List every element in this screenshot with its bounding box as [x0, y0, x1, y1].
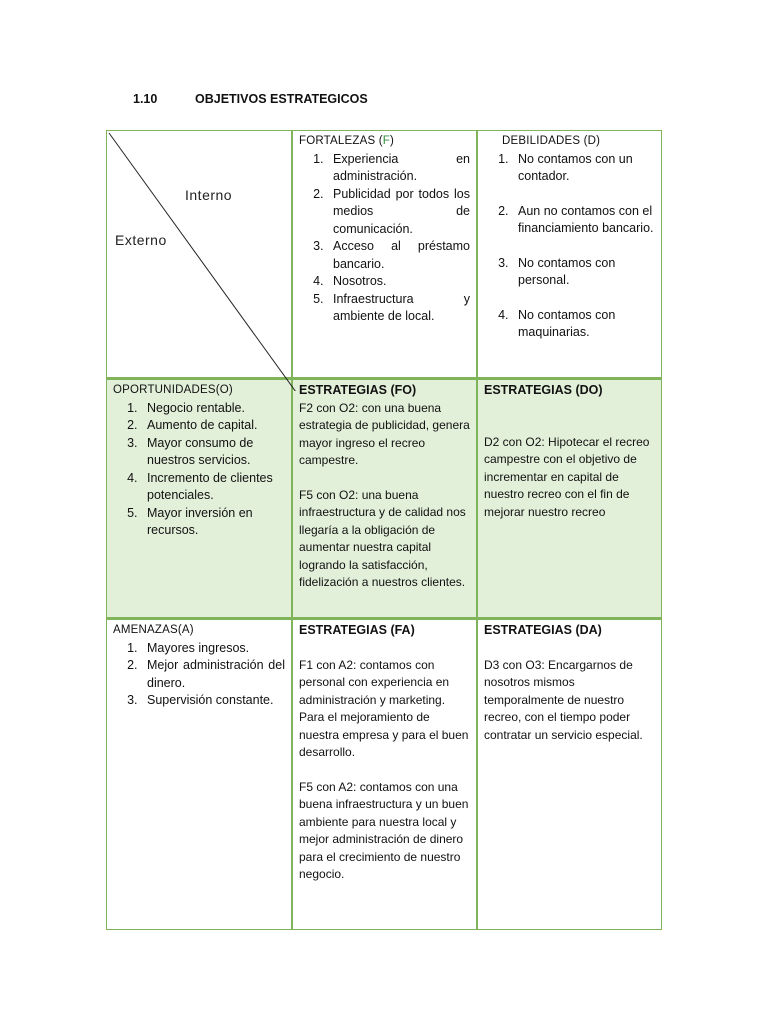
corner-diagonal [107, 131, 307, 391]
debilidades-title: DEBILIDADES (D) [502, 135, 601, 147]
list-item: 1. No contamos con un contador. [512, 151, 655, 186]
list-item: 5. Mayor inversión en recursos. [141, 505, 285, 540]
oportunidades-title: OPORTUNIDADES(O) [113, 384, 233, 396]
estrategias-do-title: ESTRATEGIAS (DO) [484, 383, 603, 397]
list-item: 1. Negocio rentable. [141, 400, 285, 418]
estrategias-fa-cell [293, 620, 476, 930]
list-item: 3. Supervisión constante. [141, 692, 285, 710]
estrategias-do-text-1: D2 con O2: Hipotecar el recreo campestre con el objetivo de incrementar en capital de nuestro recreo con el fin de mejorar nuestro recreo [484, 434, 650, 519]
interno-label: Interno [185, 187, 233, 203]
list-item: 3. Mayor consumo de nuestros servicios. [141, 435, 285, 470]
list-item: 3. No contamos con personal. [512, 255, 655, 290]
externo-label: Externo [115, 232, 167, 248]
estrategias-fa-title: ESTRATEGIAS (FA) [299, 623, 415, 637]
list-item: 4. No contamos con maquinarias. [512, 307, 655, 342]
list-item: 4. Nosotros. [327, 273, 470, 291]
list-item: 2. Aumento de capital. [141, 417, 285, 435]
estrategias-fo-text-1: F2 con O2: con una buena estrategia de publicidad, genera mayor ingreso el recreo campestre. [299, 400, 470, 467]
estrategias-fo-cell [293, 380, 476, 617]
estrategias-da-text-1: D3 con O3: Encargarnos de nosotros mismos temporalmente de nuestro recreo, con el tiempo poder contratar un servicio especial. [484, 657, 643, 742]
list-item: 5. Infraestructura y ambiente de local. [327, 291, 470, 326]
amenazas-cell [107, 620, 291, 930]
section-number: 1.10 [133, 92, 158, 106]
estrategias-fa-text-2: F5 con A2: contamos con una buena infraestructura y un buen ambiente para nuestra local y mejor administración de dinero para el crecimiento de nuestro negocio. [299, 779, 469, 881]
estrategias-fo-text-2: F5 con O2: una buena infraestructura y de calidad nos llegaría a la obligación de aumentar nuestra capital logrando la satisfacción, fidelización a nuestros clientes. [299, 487, 466, 589]
estrategias-da-cell [478, 620, 661, 930]
list-item: 2. Aun no contamos con el financiamiento bancario. [512, 203, 655, 238]
list-item: 3. Acceso al préstamo bancario. [327, 238, 470, 273]
estrategias-fo-title: ESTRATEGIAS (FO) [299, 383, 417, 397]
oportunidades-cell [107, 380, 291, 617]
list-item: 2. Publicidad por todos los medios de comunicación. [327, 186, 470, 239]
debilidades-cell [478, 131, 661, 377]
fortalezas-title: FORTALEZAS (F) [299, 135, 395, 147]
section-heading [133, 92, 368, 106]
amenazas-title: AMENAZAS(A) [113, 624, 194, 636]
list-item: 4. Incremento de clientes potenciales. [141, 470, 285, 505]
estrategias-do-cell [478, 380, 661, 617]
list-item: 2. Mejor administración del dinero. [141, 657, 285, 692]
swot-matrix [106, 130, 662, 930]
section-title: OBJETIVOS ESTRATEGICOS [195, 92, 368, 106]
estrategias-da-title: ESTRATEGIAS (DA) [484, 623, 602, 637]
list-item: 1. Mayores ingresos. [141, 640, 285, 658]
list-item: 1. Experiencia en administración. [327, 151, 470, 186]
estrategias-fa-text-1: F1 con A2: contamos con personal con experiencia en administración y marketing. Para el mejoramiento de nuestra empresa y para el buen desarrollo. [299, 657, 469, 759]
fortalezas-cell [293, 131, 476, 377]
